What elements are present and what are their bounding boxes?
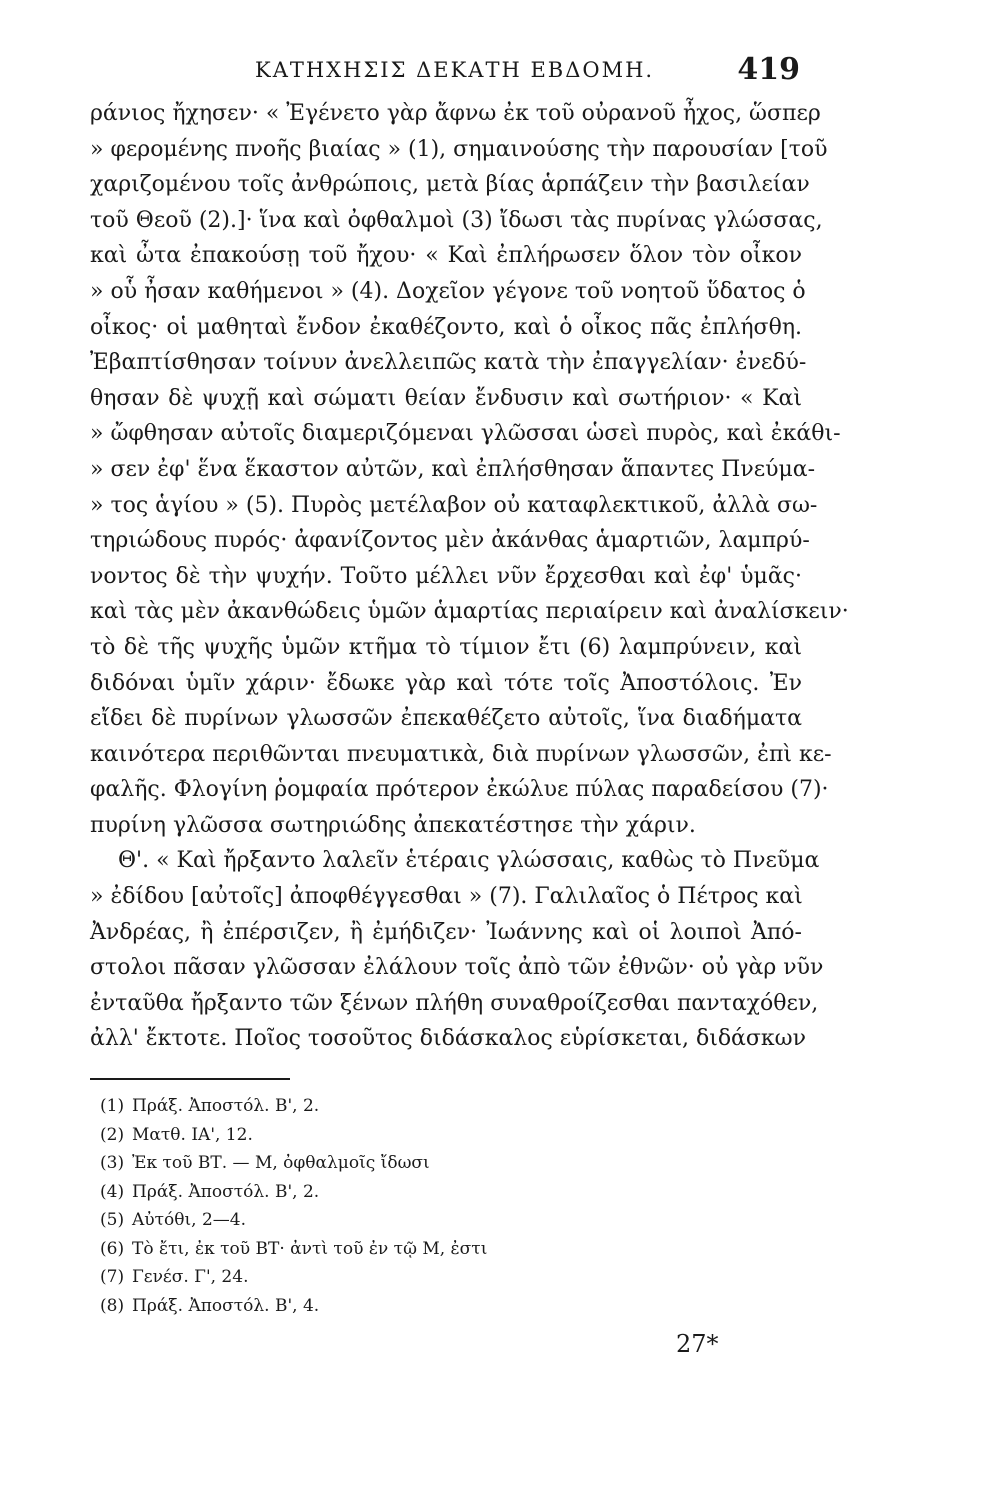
text-line: » ὤφθησαν αὐτοῖς διαμεριζόμεναι γλῶσσαι ὡσεὶ πυρὸς, καὶ ἐκάθι- — [90, 421, 841, 447]
footnote-number: (3) — [100, 1153, 125, 1173]
footnote-text: Ματθ. ΙΑ', 12. — [132, 1124, 253, 1145]
text-line: » οὗ ἦσαν καθήμενοι » (4). Δοχεῖον γέγονε τοῦ νοητοῦ ὕδατος ὁ — [90, 278, 806, 304]
text-line: » τος ἁγίου » (5). Πυρὸς μετέλαβον οὐ καταφλεκτικοῦ, ἀλλὰ σω- — [90, 492, 818, 518]
footnote-number: (4) — [100, 1181, 125, 1202]
printer-signature-mark: 27* — [676, 1330, 719, 1358]
running-title: ΚΑΤΗΧΗΣΙΣ ΔΕΚΑΤΗ ΕΒΔΟΜΗ. — [255, 58, 655, 82]
footnote — [100, 1178, 600, 1207]
text-line: διδόναι ὑμῖν χάριν· ἔδωκε γὰρ καὶ τότε τοῖς Ἀποστόλοις. Ἐν — [90, 670, 802, 696]
text-line: Ἀνδρέας, ἢ ἐπέρσιζεν, ἢ ἐμήδιζεν· Ἰωάννης καὶ οἱ λοιποὶ Ἀπό- — [90, 919, 802, 945]
main-text — [90, 96, 849, 1057]
footnote — [100, 1292, 600, 1321]
text-line: καὶ τὰς μὲν ἀκανθώδεις ὑμῶν ἁμαρτίας περιαίρειν καὶ ἀναλίσκειν· — [90, 599, 849, 625]
footnote-text: Τὸ ἔτι, ἐκ τοῦ ΒΤ· ἀντὶ τοῦ ἐν τῷ Μ, ἐστι — [132, 1238, 488, 1259]
footnote — [100, 1121, 600, 1150]
text-line: εἴδει δὲ πυρίνων γλωσσῶν ἐπεκαθέζετο αὐτοῖς, ἵνα διαδήματα — [90, 706, 802, 732]
footnote-number: (2) — [100, 1124, 125, 1145]
footnote-text: Αὐτόθι, 2—4. — [132, 1210, 246, 1230]
text-line: ἐνταῦθα ἤρξαντο τῶν ξένων πλήθη συναθροίζεσθαι πανταχόθεν, — [90, 990, 819, 1016]
text-line: φαλῆς. Φλογίνη ῥομφαία πρότερον ἐκώλυε πύλας παραδείσου (7)· — [90, 777, 829, 803]
footnote-text: Πράξ. Ἀποστόλ. Β', 2. — [132, 1096, 320, 1116]
footnote — [100, 1263, 600, 1292]
footnotes — [100, 1092, 600, 1320]
text-line: τὸ δὲ τῆς ψυχῆς ὑμῶν κτῆμα τὸ τίμιον ἔτι (6) λαμπρύνειν, καὶ — [90, 634, 802, 660]
text-line: νοντος δὲ τὴν ψυχήν. Τοῦτο μέλλει νῦν ἔρχεσθαι καὶ ἐφ' ὑμᾶς· — [90, 563, 802, 589]
text-line: ράνιος ἤχησεν· « Ἐγένετο γὰρ ἄφνω ἐκ τοῦ οὐρανοῦ ἦχος, ὥσπερ — [90, 101, 821, 126]
text-line: οἶκος· οἱ μαθηταὶ ἔνδον ἐκαθέζοντο, καὶ ὁ οἶκος πᾶς ἐπλήσθη. — [90, 314, 802, 340]
footnote-divider — [90, 1078, 290, 1080]
text-line: ἀλλ' ἔκτοτε. Ποῖος τοσοῦτος διδάσκαλος εὑρίσκεται, διδάσκων — [90, 1026, 806, 1052]
footnote-number: (7) — [100, 1267, 125, 1287]
footnote-text: Πράξ. Ἀποστόλ. Β', 2. — [132, 1181, 320, 1202]
text-line: τηριώδους πυρός· ἀφανίζοντος μὲν ἀκάνθας ἁμαρτιῶν, λαμπρύ- — [90, 528, 810, 554]
text-line: Ἐβαπτίσθησαν τοίνυν ἀνελλειπῶς κατὰ τὴν ἐπαγγελίαν· ἐνεδύ- — [90, 350, 807, 376]
footnote-number: (6) — [100, 1238, 125, 1259]
text-line: καινότερα περιθῶνται πνευματικὰ, διὰ πυρίνων γλωσσῶν, ἐπὶ κε- — [90, 741, 832, 767]
text-line: χαριζομένου τοῖς ἀνθρώποις, μετὰ βίας ἁρπάζειν τὴν βασιλείαν — [90, 172, 810, 198]
page-header — [90, 52, 800, 92]
text-line: τοῦ Θεοῦ (2).]· ἵνα καὶ ὀφθαλμοὶ (3) ἴδωσι τὰς πυρίνας γλώσσας, — [90, 207, 823, 233]
footnote-number: (1) — [100, 1096, 125, 1116]
text-line: θησαν δὲ ψυχῇ καὶ σώματι θείαν ἔνδυσιν καὶ σωτήριον· « Καὶ — [90, 385, 802, 411]
footnote — [100, 1092, 600, 1121]
footnote — [100, 1235, 600, 1264]
footnote-text: Πράξ. Ἀποστόλ. Β', 4. — [132, 1295, 320, 1316]
text-line: στολοι πᾶσαν γλῶσσαν ἐλάλουν τοῖς ἀπὸ τῶν ἐθνῶν· οὐ γὰρ νῦν — [90, 955, 824, 981]
footnote-text: Ἐκ τοῦ ΒΤ. — Μ, ὀφθαλμοῖς ἴδωσι — [132, 1153, 430, 1173]
text-line: » φερομένης πνοῆς βιαίας » (1), σημαινούσης τὴν παρουσίαν [τοῦ — [90, 136, 828, 162]
text-line: » σεν ἐφ' ἕνα ἕκαστον αὐτῶν, καὶ ἐπλήσθησαν ἅπαντες Πνεύμα- — [90, 456, 816, 482]
footnote-number: (8) — [100, 1295, 125, 1316]
text-line: πυρίνη γλῶσσα σωτηριώδης ἀπεκατέστησε τὴν χάριν. — [90, 812, 696, 838]
footnote-text: Γενέσ. Γ', 24. — [132, 1267, 249, 1287]
text-line: Θ'. « Καὶ ἤρξαντο λαλεῖν ἑτέραις γλώσσαις, καθὼς τὸ Πνεῦμα — [118, 848, 820, 874]
page-number: 419 — [737, 52, 800, 87]
footnote — [100, 1149, 600, 1178]
footnote — [100, 1206, 600, 1235]
text-line: » ἐδίδου [αὐτοῖς] ἀποφθέγγεσθαι » (7). Γαλιλαῖος ὁ Πέτρος καὶ — [90, 884, 803, 910]
footnote-number: (5) — [100, 1210, 125, 1230]
text-line: καὶ ὦτα ἐπακούσῃ τοῦ ἤχου· « Καὶ ἐπλήρωσεν ὅλον τὸν οἶκον — [90, 243, 802, 269]
